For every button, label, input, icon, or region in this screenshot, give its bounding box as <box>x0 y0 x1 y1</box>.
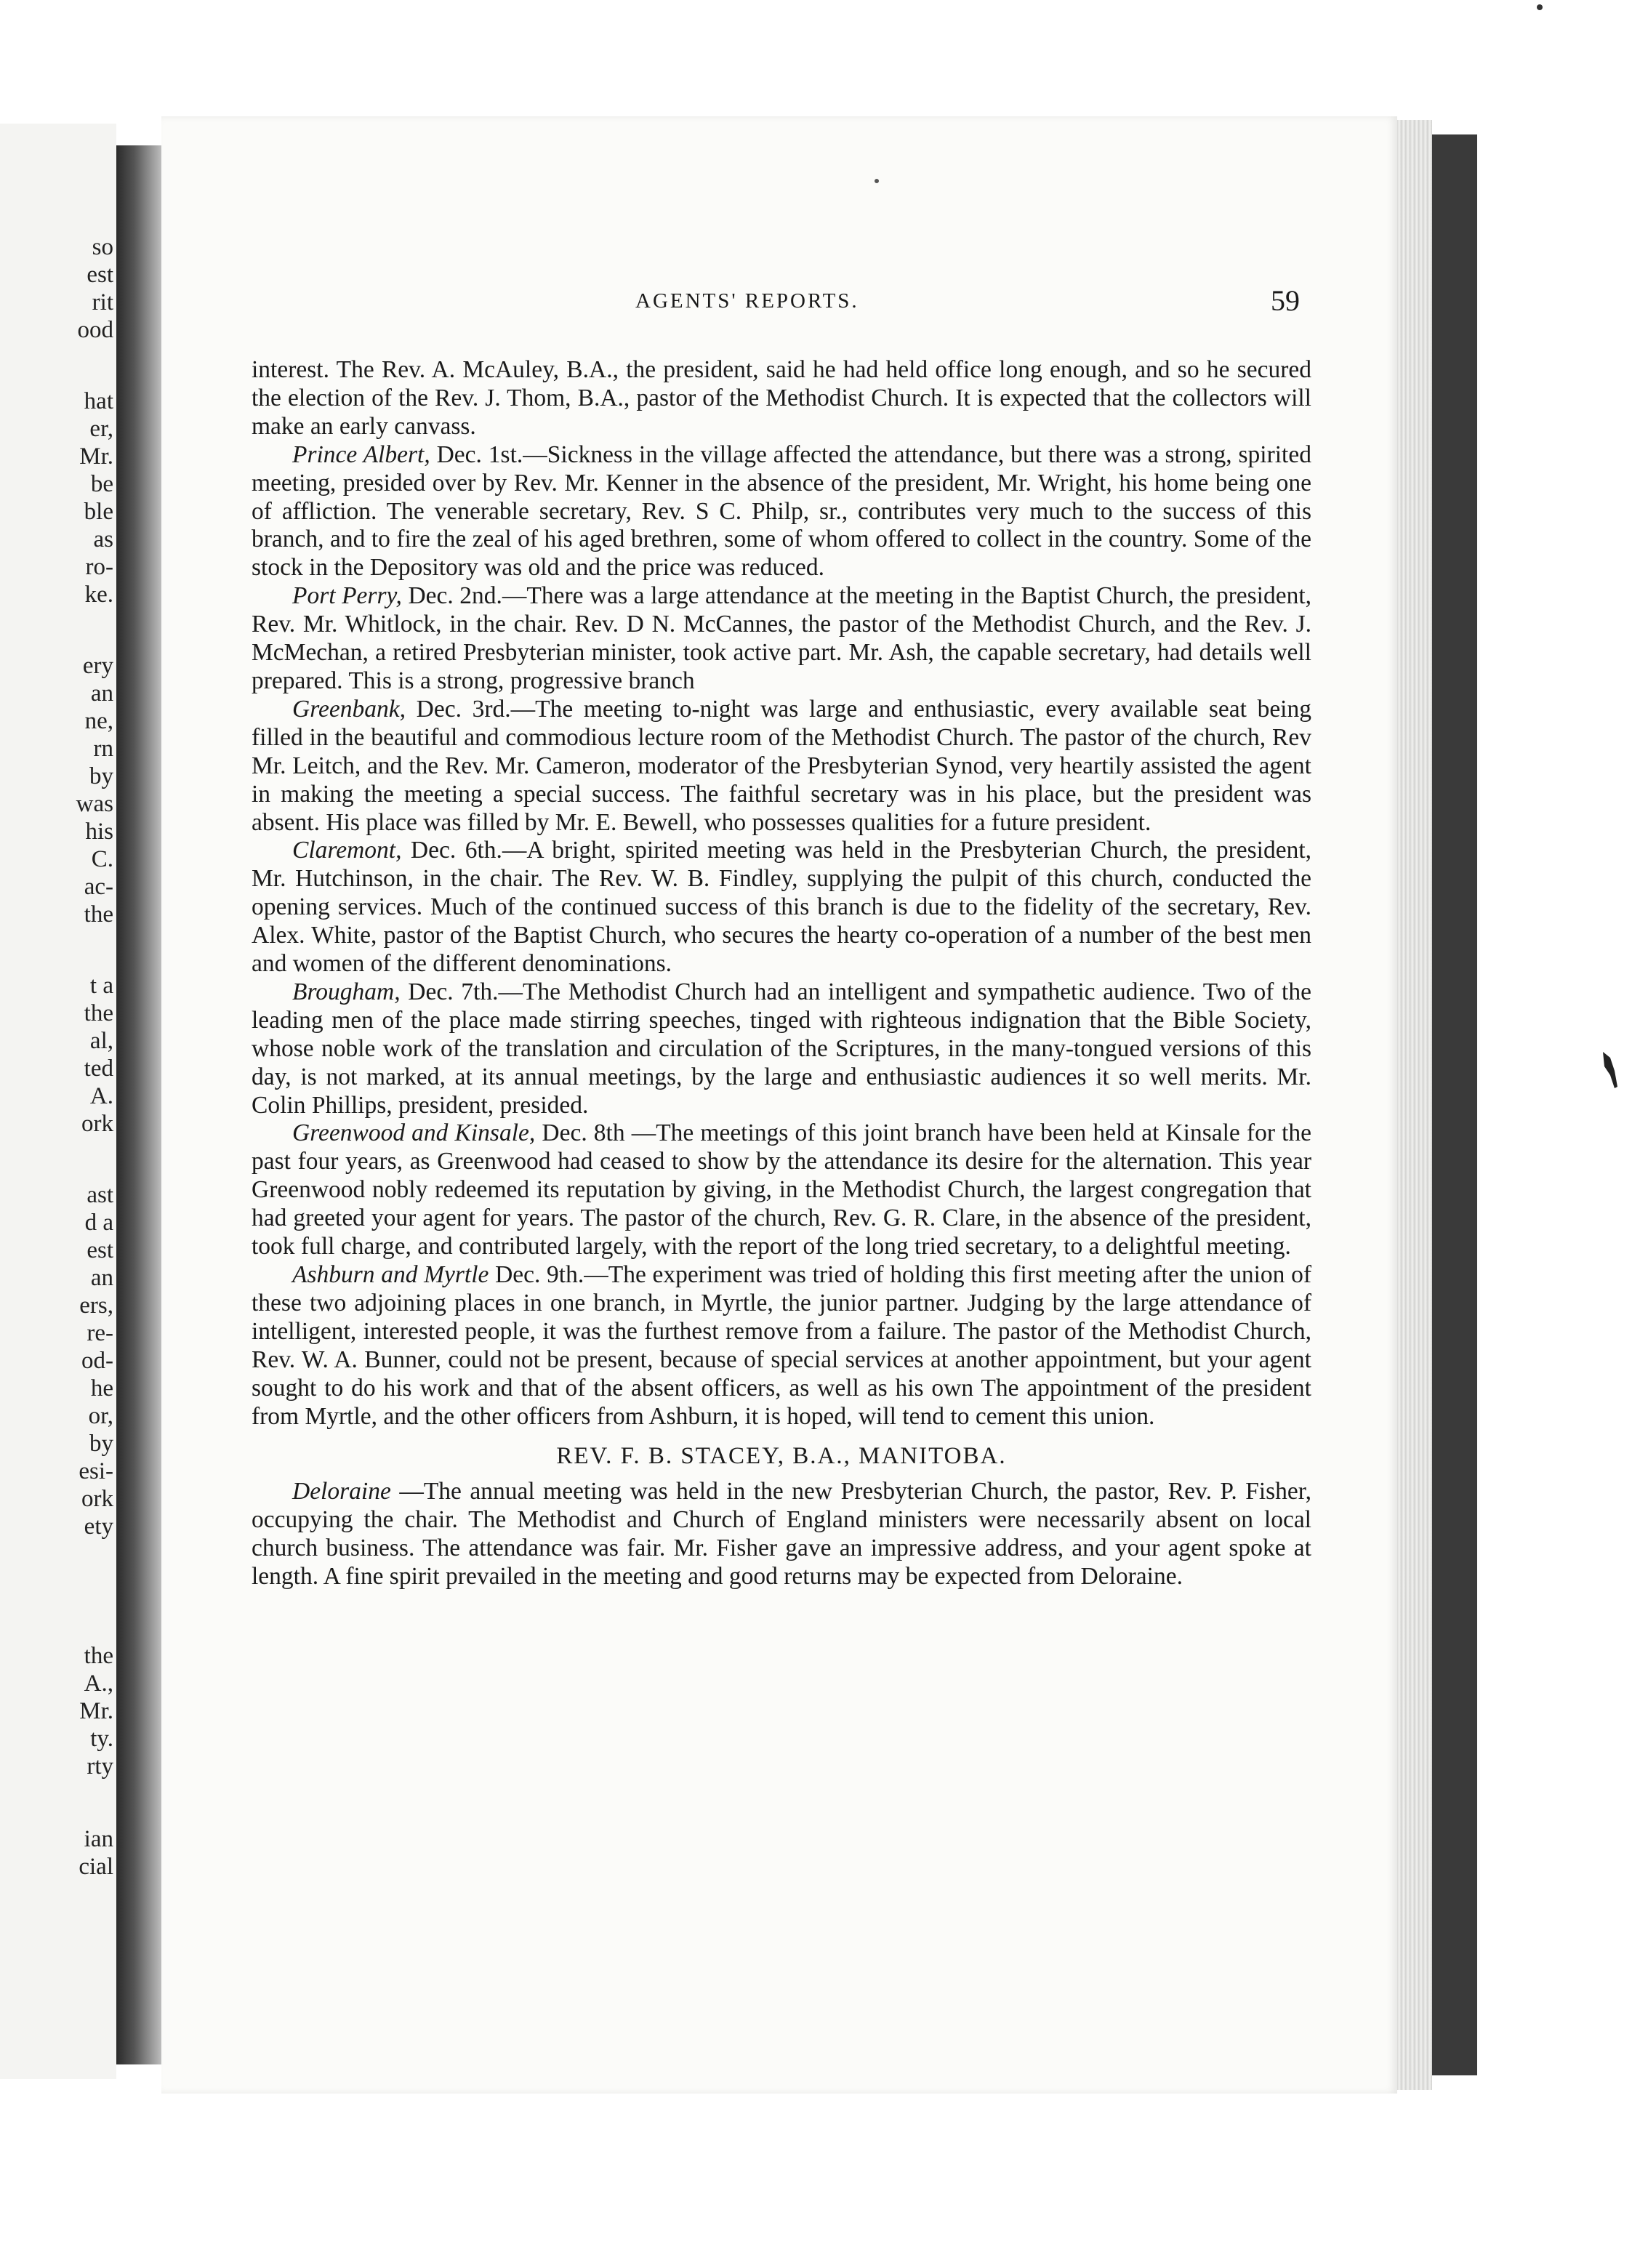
facing-page-text: was <box>76 791 113 817</box>
facing-page-text: or, <box>88 1403 113 1429</box>
facing-page-text: be <box>90 471 113 497</box>
facing-page-text: A. <box>89 1083 113 1109</box>
paragraph-text: Dec. 3rd.—The meeting to-night was large and enthusiastic, every available seat being filled in the beautiful and commodious lecture room of the Methodist Church. The pastor of the church, Rev Mr. Leitch, and the Rev. Mr. Cameron, moderator of the Presbyterian Synod, very heartily assisted the agent in making the meeting a special success. The faithful secretary was in his place, but the president was absent. His place was filled by Mr. E. Bewell, who possesses qualities for a future president. <box>252 695 1311 836</box>
section-heading: REV. F. B. STACEY, B.A., MANITOBA. <box>556 1443 1007 1470</box>
facing-page-text: ted <box>84 1055 113 1082</box>
page-number: 59 <box>1271 284 1300 317</box>
place-name: Claremont, <box>292 837 402 864</box>
facing-page-text: his <box>85 819 113 845</box>
paragraph-text: Dec. 2nd.—There was a large attendance at the meeting in the Baptist Church, the president, Rev. Mr. Whitlock, in the chair. Rev. D N. McCannes, the pastor of the Methodist Church, and the Rev. J. McMechan, a retired Presbyterian minister, took active part. Mr. Ash, the capable secretary, had details well prepared. This is a strong, progressive branch <box>252 582 1312 694</box>
facing-page-text: re- <box>87 1320 113 1346</box>
place-name: Ashburn and Myrtle <box>292 1261 489 1288</box>
dust-speck <box>875 179 879 183</box>
place-name: Deloraine <box>292 1478 391 1505</box>
facing-page-text: ery <box>82 653 113 679</box>
facing-page-text: so <box>92 234 113 260</box>
paragraph-text: Dec. 6th.—A bright, spirited meeting was held in the Presbyterian Church, the president, Mr. Hutchinson, in the chair. The Rev. W. B. Findley, supplying the pulpit of this church, conducted the opening services. Much of the continued success of this branch is due to the fidelity of the secretary, Rev. Alex. White, pastor of the Baptist Church, who secures the hearty co-operation of a number of the best men and women of the different denominations. <box>252 837 1311 978</box>
paragraph-text: Dec. 7th.—The Methodist Church had an intelligent and sympathetic audience. Two of the leading men of the place made stirring speeches, tinged with righteous indignation that the Bible Society, whose noble work of the translation and circulation of the Scriptures, in the many-tongued versions of this day, is not marked, at its annual meetings, by the large and enthusiastic audiences it so well merits. Mr. Colin Phillips, president, presided. <box>252 978 1311 1119</box>
paragraph-text: Dec. 1st.—Sickness in the village affected the attendance, but there was a strong, spirited meeting, presided over by Rev. Mr. Kenner in the absence of the president, Mr. Wright, his home being one of affliction. The venerable secretary, Rev. S C. Philp, sr., contributes very much to the success of this branch, and to fire the zeal of his aged brethren, some of whom offered to collect in the country. Some of the stock in the Depository was old and the price was reduced. <box>252 441 1311 582</box>
facing-page-text: rn <box>93 736 113 762</box>
facing-page-text: est <box>87 262 113 288</box>
facing-page-text: ne, <box>84 708 113 734</box>
facing-page-text: as <box>93 526 113 552</box>
facing-page-text: cial <box>79 1854 113 1880</box>
facing-page-text: ty. <box>90 1726 113 1752</box>
facing-page-text: ork <box>81 1111 113 1137</box>
place-name: Greenbank, <box>292 695 406 723</box>
facing-page-text: ast <box>87 1182 113 1208</box>
facing-page-text: rty <box>87 1753 113 1780</box>
facing-page-text: ood <box>77 317 113 343</box>
facing-page-text: est <box>87 1237 113 1263</box>
facing-page-text: by <box>89 1431 113 1457</box>
facing-page-text: the <box>84 901 113 928</box>
facing-page-text: the <box>84 1000 113 1026</box>
facing-page-text: d a <box>84 1210 113 1236</box>
facing-page-text: the <box>84 1643 113 1669</box>
facing-page-text: od- <box>81 1348 113 1374</box>
facing-page-text: hat <box>84 388 113 414</box>
facing-page-text: esi- <box>79 1458 113 1484</box>
facing-page-text: er, <box>89 416 113 442</box>
facing-page-text: ble <box>84 499 113 525</box>
place-name: Port Perry, <box>292 582 402 610</box>
facing-page-text: ety <box>84 1513 113 1540</box>
paragraph-text: —The annual meeting was held in the new Presbyterian Church, the pastor, Rev. P. Fisher, occupying the chair. The Methodist and Church of England ministers were necessarily absent on local church business. The attendance was fair. Mr. Fisher gave an impressive address, and your agent spoke at length. A fine spirit prevailed in the meeting and good returns may be expected from Deloraine. <box>252 1478 1311 1591</box>
facing-page-text: ian <box>84 1826 113 1852</box>
place-name: Greenwood and Kinsale, <box>292 1119 536 1147</box>
facing-page-text: ro- <box>85 554 113 580</box>
facing-page-text: t a <box>89 973 113 999</box>
facing-page-text: al, <box>89 1028 113 1054</box>
facing-page-text: ke. <box>84 582 113 608</box>
running-head-title: AGENTS' REPORTS. <box>635 289 859 313</box>
facing-page-text: rit <box>92 289 113 315</box>
paragraph-text: Dec. 8th —The meetings of this joint branch have been held at Kinsale for the past four years, as Greenwood had ceased to show by the attendance its desire for the alternation. This year Greenwood nobly redeemed its reputation by giving, in the Methodist Church, the largest congregation that had greeted your agent for years. The pastor of the church, Rev. G. R. Clare, in the absence of the president, took full charge, and contributed largely, with the report of the long tried secretary, to a delightful meeting. <box>252 1119 1312 1260</box>
facing-page-text: Mr. <box>79 443 113 470</box>
facing-page-text: C. <box>91 846 113 872</box>
facing-page-text: he <box>90 1375 113 1402</box>
facing-page-text: by <box>89 763 113 789</box>
paragraph-text: Dec. 9th.—The experiment was tried of holding this first meeting after the union of these two adjoining places in one branch, in Myrtle, the junior partner. Judging by the large attendance of intelligent, interested people, it was the furthest remove from a failure. The pastor of the Methodist Church, Rev. W. A. Bunner, could not be present, because of special services at another appointment, but your agent sought to do his work and that of the absent officers, as well as his own The appointment of the president from Myrtle, and the other officers from Ashburn, it is hoped, will tend to cement this union. <box>252 1261 1311 1430</box>
facing-page-text: A., <box>84 1670 113 1697</box>
facing-page-text: an <box>90 1265 113 1291</box>
dust-speck <box>1537 4 1543 10</box>
facing-page-text: an <box>90 680 113 707</box>
place-name: Prince Albert, <box>292 441 430 468</box>
facing-page-text: ers, <box>79 1292 113 1319</box>
place-name: Brougham, <box>292 978 401 1005</box>
paragraph-text: interest. The Rev. A. McAuley, B.A., the president, said he had held office long enough, and so he secured the election of the Rev. J. Thom, B.A., pastor of the Methodist Church. It is expected that the collectors will make an early canvass. <box>252 356 1311 440</box>
facing-page-text: Mr. <box>79 1698 113 1724</box>
facing-page-text: ac- <box>84 874 113 900</box>
facing-page-text: ork <box>81 1486 113 1512</box>
dust-speck <box>1603 1052 1617 1088</box>
